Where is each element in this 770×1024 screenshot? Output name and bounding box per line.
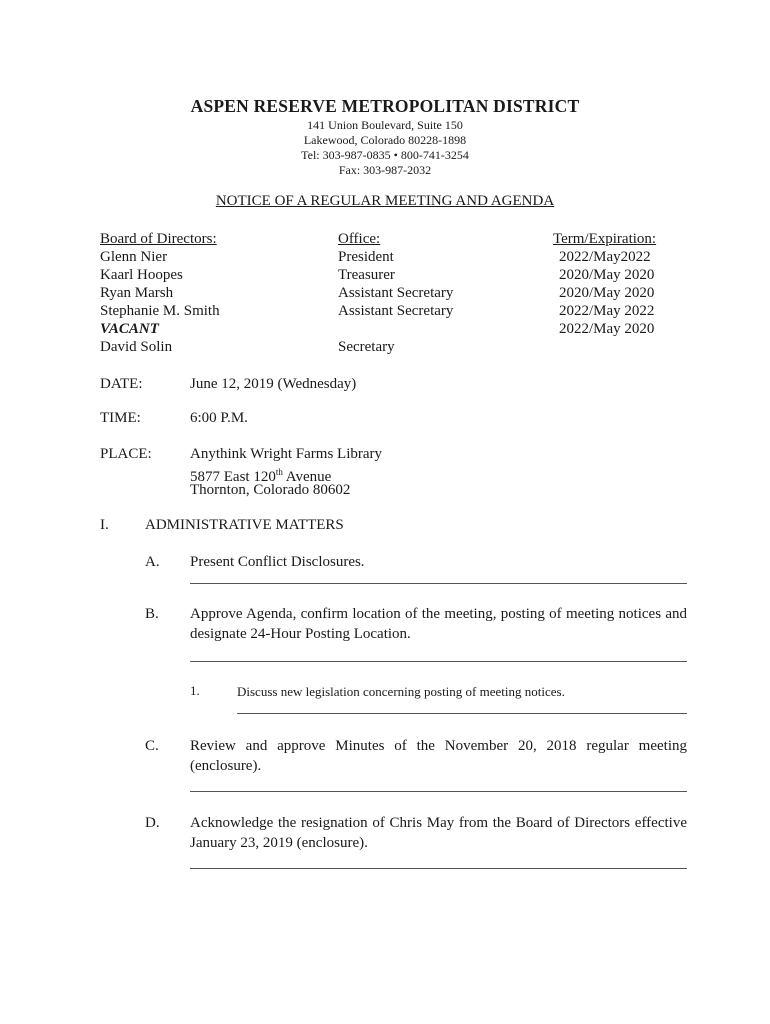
director-office: President [338,249,394,265]
time-value: 6:00 P.M. [190,410,248,426]
director-term: 2020/May 2020 [559,267,655,283]
director-term: 2022/May2022 [559,249,651,265]
director-term: 2020/May 2020 [559,285,655,301]
directors-header: Board of Directors: [100,231,217,247]
notes-line [190,791,687,792]
office-header: Office: [338,231,381,247]
item-letter: C. [145,738,159,754]
item-text: Approve Agenda, confirm location of the meeting, posting of meeting notices and designate 24-Hour Posting Location. [190,606,687,642]
director-name-vacant: VACANT [100,321,159,337]
notes-line [190,583,687,584]
subitem-text: Discuss new legislation concerning posting of meeting notices. [237,684,565,699]
place-line-1: Anythink Wright Farms Library [190,446,383,462]
item-text: Present Conflict Disclosures. [190,554,365,570]
director-office: Assistant Secretary [338,285,454,301]
term-header: Term/Expiration: [553,231,657,247]
notes-line [237,713,687,714]
district-title: ASPEN RESERVE METROPOLITAN DISTRICT [190,96,580,116]
place-street: 5877 East 120 [190,469,276,485]
date-value: June 12, 2019 (Wednesday) [190,376,357,392]
item-letter: B. [145,606,159,622]
director-name: Stephanie M. Smith [100,303,220,319]
subitem-number: 1. [190,683,200,698]
director-office: Secretary [338,339,395,355]
director-name: Ryan Marsh [100,285,174,301]
director-office: Assistant Secretary [338,303,454,319]
place-street-suffix: Avenue [282,469,332,485]
director-name: Kaarl Hoopes [100,267,183,283]
item-text: Review and approve Minutes of the November 20, 2018 regular meeting (enclosure). [190,738,687,774]
place-label: PLACE: [100,446,152,462]
notes-line [190,868,687,869]
director-name: Glenn Nier [100,249,168,265]
section-title: ADMINISTRATIVE MATTERS [145,517,344,533]
place-ordinal: th [275,467,283,477]
item-letter: D. [145,815,160,831]
director-name: David Solin [100,339,173,355]
director-term: 2022/May 2022 [559,303,655,319]
address-line-2: Lakewood, Colorado 80228-1898 [303,133,467,147]
section-number: I. [100,517,109,533]
phone-line: Tel: 303-987-0835 • 800-741-3254 [301,148,469,162]
date-label: DATE: [100,376,143,392]
notice-heading: NOTICE OF A REGULAR MEETING AND AGENDA [215,193,555,209]
item-letter: A. [145,554,160,570]
place-line-3: Thornton, Colorado 80602 [190,482,351,498]
address-line-1: 141 Union Boulevard, Suite 150 [307,118,463,132]
notes-line [190,661,687,662]
fax-line: Fax: 303-987-2032 [338,163,432,177]
item-text: Acknowledge the resignation of Chris May from the Board of Directors effective January 23, 2019 (enclosure). [190,815,687,851]
time-label: TIME: [100,410,141,426]
director-office: Treasurer [338,267,395,283]
director-term: 2022/May 2020 [559,321,655,337]
